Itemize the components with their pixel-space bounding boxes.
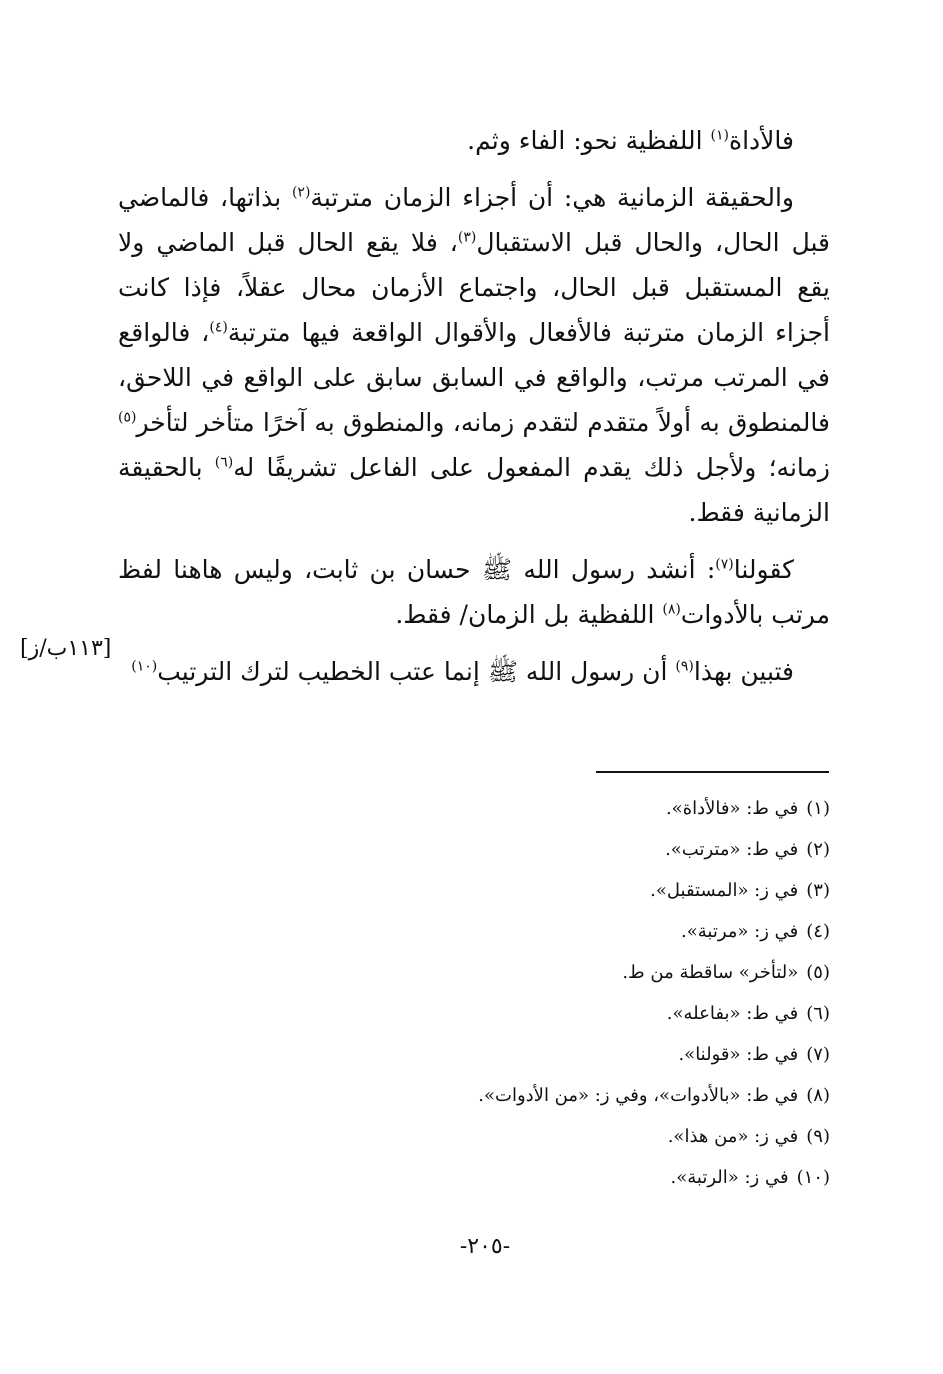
footnote-number: (٥)	[806, 962, 830, 983]
text-segment: بالحقيقة الزمانية فقط.	[118, 453, 830, 527]
footnote-marker: (٥)	[118, 409, 137, 426]
footnote-item	[110, 788, 830, 829]
footnote-text: في ز: «الرتبة».	[670, 1167, 789, 1188]
footnote-marker: (٨)	[662, 601, 681, 618]
footnote-number: (٩)	[806, 1126, 830, 1147]
footnote-text: في ز: «مرتبة».	[681, 921, 799, 942]
main-text	[118, 118, 830, 706]
paragraph	[118, 649, 830, 694]
text-segment: فتبين بهذا	[693, 657, 794, 686]
footnote-text: في ز: «من هذا».	[667, 1126, 799, 1147]
footnote-item	[110, 829, 830, 870]
footnote-marker: (٢)	[291, 184, 311, 201]
text-segment: ، فلا يقع الحال قبل الماضي ولا يقع المستقبل قبل الحال، واجتماع الأزمان محال عقلاً، فإذا كانت أجزاء الزمان مترتبة فالأفعال والأقوال الواقعة فيها مترتبة	[118, 228, 831, 347]
footnote-number: (١)	[806, 798, 830, 819]
footnote-item	[110, 1157, 830, 1198]
footnote-marker: (١)	[710, 127, 729, 144]
footnote-marker: (٧)	[715, 556, 734, 573]
footnote-item	[110, 1075, 830, 1116]
footnote-marker: (١٠)	[131, 658, 158, 675]
paragraph	[118, 547, 830, 637]
manuscript-folio-note: [١١٣ب/ز]	[20, 636, 112, 661]
footnote-marker: (٤)	[209, 319, 228, 336]
text-segment: اللفظية نحو: الفاء وثم.	[467, 126, 711, 155]
text-segment: أن رسول الله ﷺ إنما عتب الخطيب لترك الترتيب	[157, 657, 676, 686]
footnote-number: (٣)	[806, 880, 830, 901]
footnote-text: «لتأخر» ساقطة من ط.	[622, 962, 799, 983]
footnote-number: (٨)	[806, 1085, 830, 1106]
text-segment: زمانه؛ ولأجل ذلك يقدم المفعول على الفاعل تشريفًا له	[233, 453, 830, 482]
text-segment: : أنشد رسول الله ﷺ حسان بن ثابت، وليس هاهنا لفظ مرتب بالأدوات	[118, 555, 830, 629]
footnote-text: في ط: «قولنا».	[678, 1044, 799, 1065]
footnote-item	[110, 911, 830, 952]
text-segment: كقولنا	[733, 555, 794, 584]
text-segment: والحقيقة الزمانية هي: أن أجزاء الزمان مترتبة	[310, 183, 794, 212]
paragraph	[118, 118, 830, 163]
footnote-item	[110, 870, 830, 911]
text-segment: اللفظية بل الزمان/ فقط.	[395, 600, 663, 629]
footnote-marker: (٦)	[214, 454, 234, 471]
paragraph	[118, 175, 830, 535]
footnote-text: في ط: «مترتب».	[665, 839, 799, 860]
text-segment: فالأداة	[728, 126, 794, 155]
footnote-text: في ز: «المستقبل».	[650, 880, 799, 901]
footnote-item	[110, 1034, 830, 1075]
footnote-item	[110, 952, 830, 993]
footnote-text: في ط: «بالأدوات»، وفي ز: «من الأدوات».	[478, 1085, 799, 1106]
footnote-item	[110, 993, 830, 1034]
footnote-text: في ط: «فالأداة».	[665, 798, 799, 819]
footnote-number: (٢)	[806, 839, 830, 860]
footnote-number: (٧)	[806, 1044, 830, 1065]
footnote-text: في ط: «بفاعله».	[666, 1003, 799, 1024]
text-segment: بذاتها، فالماضي قبل الحال، والحال قبل الاستقبال	[118, 183, 830, 257]
footnote-number: (١٠)	[796, 1167, 830, 1188]
footnote-marker: (٣)	[457, 229, 477, 246]
footnote-marker: (٩)	[675, 658, 694, 675]
footnote-item	[110, 1116, 830, 1157]
footnote-number: (٤)	[806, 921, 830, 942]
footnotes-list	[110, 788, 830, 1198]
footnote-separator	[596, 771, 829, 773]
page-number: -٢٠٥-	[459, 1234, 511, 1259]
footnote-number: (٦)	[806, 1003, 830, 1024]
text-segment: ، فالواقع في المرتب مرتب، والواقع في السابق سابق على الواقع في اللاحق، فالمنطوق به أولاً متقدم لتقدم زمانه، والمنطوق به آخرًا متأخر لتأخر	[118, 318, 830, 437]
